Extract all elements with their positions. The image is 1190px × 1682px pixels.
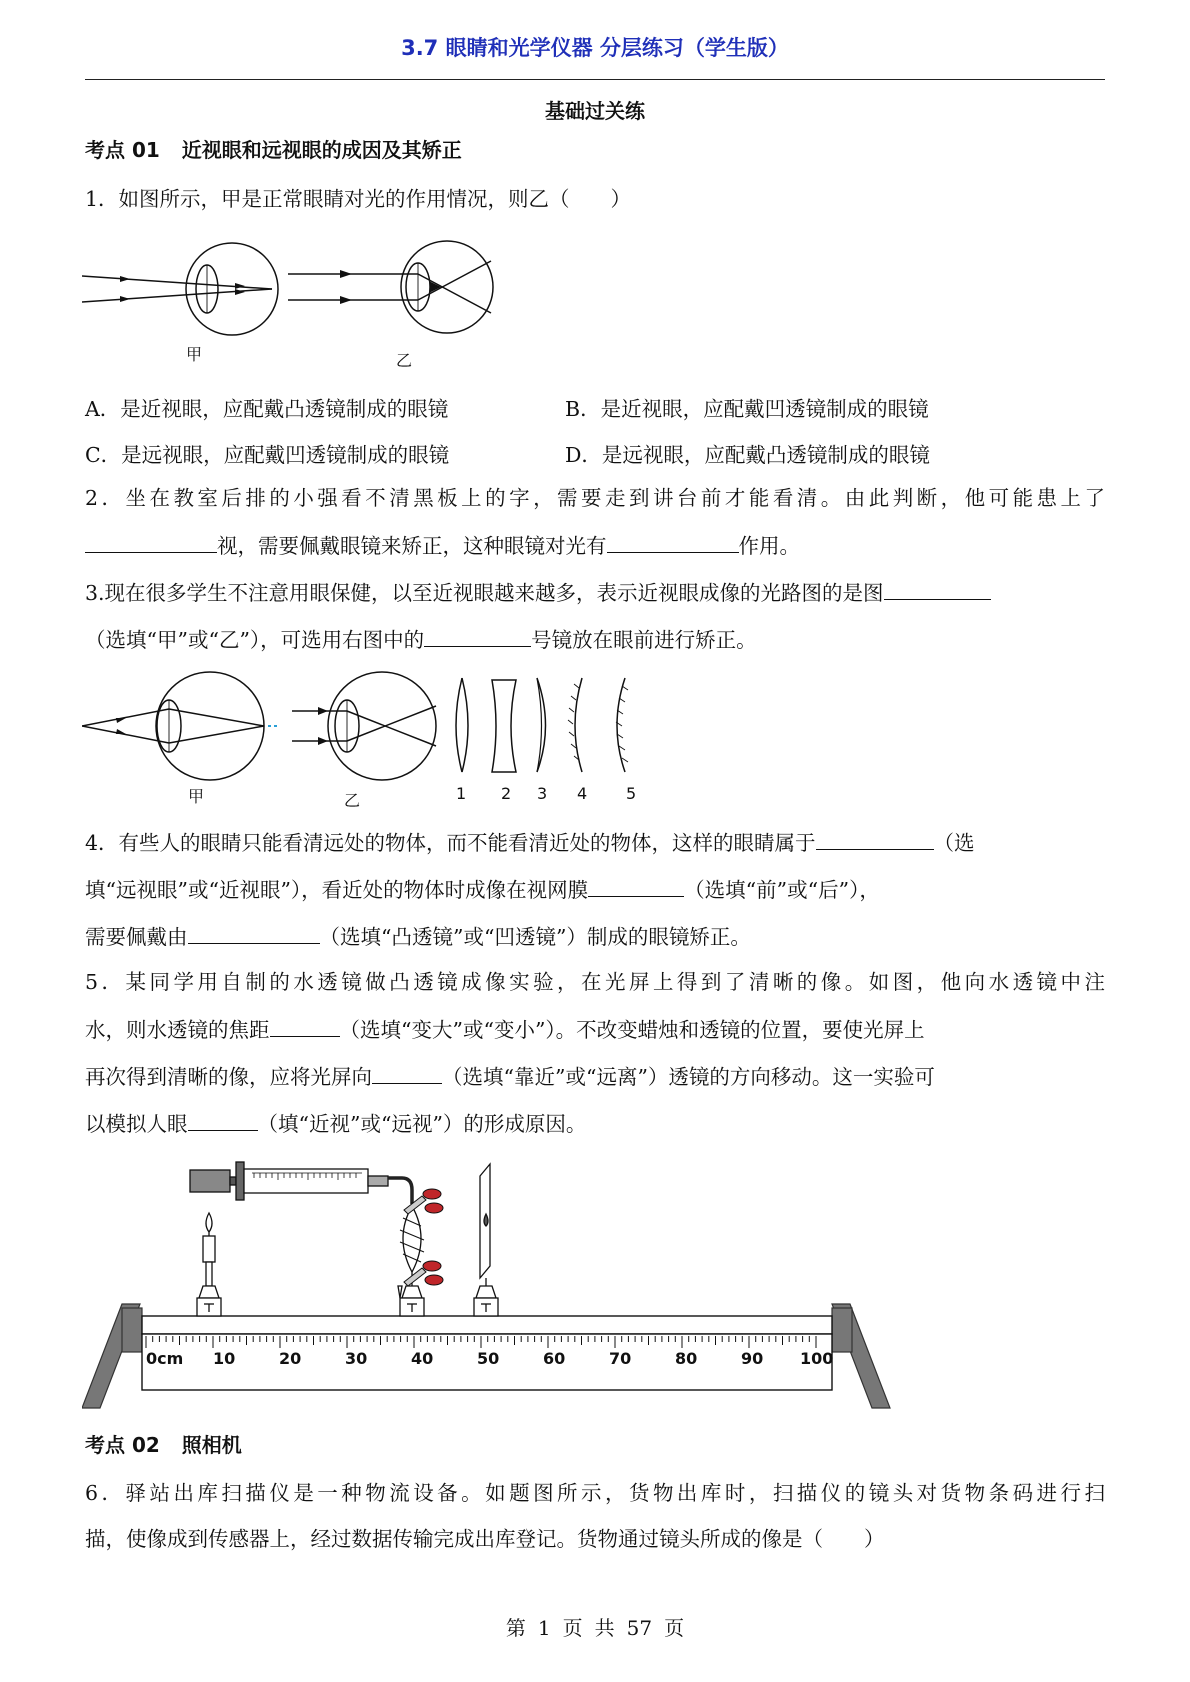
q4-text-3b: （选填“凸透镜”或“凹透镜”）制成的眼镜矫正。 xyxy=(319,925,751,949)
ruler-label-0: 0cm xyxy=(146,1349,184,1368)
kaodian-02-heading xyxy=(85,1429,242,1458)
kaodian-02-title: 照相机 xyxy=(181,1433,242,1457)
q3-line-1 xyxy=(85,577,1105,608)
lens-label-2: 2 xyxy=(501,784,512,803)
q3-label-yi: 乙 xyxy=(344,791,361,808)
q4-text-2b: （选填“前”或“后”）， xyxy=(684,878,880,902)
q1-eye-figure xyxy=(82,232,522,372)
q1-option-c: C．是远视眼，应配戴凹透镜制成的眼镜 xyxy=(85,443,450,467)
q4-blank-2[interactable] xyxy=(588,874,684,897)
ruler-label-20: 20 xyxy=(279,1349,302,1368)
q1-option-b: B．是近视眼，应配戴凹透镜制成的眼镜 xyxy=(565,397,929,421)
q4-blank-3[interactable] xyxy=(188,921,320,944)
q1-eye-yi xyxy=(288,241,493,333)
q4-text-2a: 填“远视眼”或“近视眼”），看近处的物体时成像在视网膜 xyxy=(85,878,589,902)
bench-right-end xyxy=(832,1308,852,1352)
q5-blank-3[interactable] xyxy=(188,1108,258,1131)
q5-text-2b: （选填“变大”或“变小”）。不改变蜡烛和透镜的位置，要使光屏上 xyxy=(339,1018,925,1042)
q2-line-2 xyxy=(85,530,1105,561)
ruler-label-60: 60 xyxy=(543,1349,566,1368)
footer-gong: 共 xyxy=(594,1616,615,1640)
q5-text-3a: 再次得到清晰的像，应将光屏向 xyxy=(85,1065,372,1089)
q4-text-1b: （选 xyxy=(933,831,975,855)
q2-line-1: 2．坐在教室后排的小强看不清黑板上的字，需要走到讲台前才能看清。由此判断，他可能患上了 xyxy=(85,486,1105,510)
q2-text-2a: 视，需要佩戴眼镜来矫正，这种眼镜对光有 xyxy=(217,534,607,558)
q4-line-3 xyxy=(85,921,1105,952)
footer-ye-1: 页 xyxy=(562,1616,583,1640)
kaodian-01-number: 考点 01 xyxy=(85,138,160,162)
lens-label-3: 3 xyxy=(537,784,548,803)
water-lens xyxy=(398,1202,424,1316)
q5-text-3b: （选填“靠近”或“远离”）透镜的方向移动。这一实验可 xyxy=(442,1065,935,1089)
kaodian-01-title: 近视眼和远视眼的成因及其矫正 xyxy=(181,138,462,162)
q3-line-2 xyxy=(85,624,1105,655)
q5-text-2a: 水，则水透镜的焦距 xyxy=(85,1018,270,1042)
q1-option-d: D．是远视眼，应配戴凸透镜制成的眼镜 xyxy=(565,443,930,467)
light-screen xyxy=(474,1164,498,1316)
q3-label-jia: 甲 xyxy=(188,787,205,806)
q1-eye-jia xyxy=(82,243,278,335)
footer-ye-2: 页 xyxy=(664,1616,685,1640)
ruler-label-70: 70 xyxy=(609,1349,632,1368)
q5-line-3 xyxy=(85,1061,1105,1092)
q6-line-2: 描，使像成到传感器上，经过数据传输完成出库登记。货物通过镜头所成的像是（ ） xyxy=(85,1527,885,1551)
bench-left-end xyxy=(122,1308,142,1352)
q3-blank-1[interactable] xyxy=(884,577,991,600)
q3-eye-jia xyxy=(82,672,264,780)
q1-stem: 1．如图所示，甲是正常眼睛对光的作用情况，则乙（ ） xyxy=(85,187,632,211)
q2-text-2b: 作用。 xyxy=(738,534,800,558)
ruler-label-100: 100 xyxy=(800,1349,834,1368)
ruler-label-10: 10 xyxy=(213,1349,236,1368)
ruler-label-80: 80 xyxy=(675,1349,698,1368)
bench-rail xyxy=(142,1316,832,1334)
kaodian-01-heading xyxy=(85,134,462,163)
q3-text-2a: （选填“甲”或“乙”），可选用右图中的 xyxy=(85,628,425,652)
q5-blank-1[interactable] xyxy=(270,1014,340,1037)
candle xyxy=(197,1213,221,1316)
ruler-label-30: 30 xyxy=(345,1349,368,1368)
q5-text-4b: （填“近视”或“远视”）的形成原因。 xyxy=(257,1112,587,1136)
q5-blank-2[interactable] xyxy=(372,1061,442,1084)
q4-text-1a: 4．有些人的眼睛只能看清远处的物体，而不能看清近处的物体，这样的眼睛属于 xyxy=(85,831,816,855)
q4-line-2 xyxy=(85,874,1105,905)
q5-optical-bench-figure xyxy=(82,1156,892,1416)
q2-blank-1[interactable] xyxy=(85,530,217,553)
lens-label-1: 1 xyxy=(456,784,467,803)
q1-label-yi: 乙 xyxy=(396,351,413,370)
kaodian-02-number: 考点 02 xyxy=(85,1433,160,1457)
section-title: 基础过关练 xyxy=(545,99,645,123)
ruler-label-40: 40 xyxy=(411,1349,434,1368)
ruler-label-50: 50 xyxy=(477,1349,500,1368)
ruler-label-90: 90 xyxy=(741,1349,764,1368)
q5-line-1: 5．某同学用自制的水透镜做凸透镜成像实验，在光屏上得到了清晰的像。如图，他向水透镜中注 xyxy=(85,970,1105,994)
q1-option-a: A．是近视眼，应配戴凸透镜制成的眼镜 xyxy=(85,397,449,421)
footer-total-pages: 57 xyxy=(626,1616,653,1640)
q3-blank-2[interactable] xyxy=(424,624,531,647)
page-footer xyxy=(0,1612,1190,1641)
q3-eye-yi xyxy=(292,672,436,780)
lens-label-4: 4 xyxy=(577,784,588,803)
q4-line-1 xyxy=(85,827,1105,858)
q1-label-jia: 甲 xyxy=(186,345,203,364)
lens-label-5: 5 xyxy=(626,784,637,803)
q3-text-1: 3.现在很多学生不注意用眼保健，以至近视眼越来越多，表示近视眼成像的光路图的是图 xyxy=(85,581,884,605)
q2-blank-2[interactable] xyxy=(607,530,739,553)
q3-eye-lens-figure xyxy=(82,668,662,808)
q6-line-1: 6．驿站出库扫描仪是一种物流设备。如题图所示，货物出库时，扫描仪的镜头对货物条码进行扫 xyxy=(85,1481,1105,1505)
q5-line-2 xyxy=(85,1014,1105,1045)
q5-text-4a: 以模拟人眼 xyxy=(85,1112,188,1136)
q5-line-4 xyxy=(85,1108,1105,1139)
q4-text-3a: 需要佩戴由 xyxy=(85,925,188,949)
header-divider xyxy=(85,79,1105,80)
syringe xyxy=(190,1162,412,1204)
page-header-title: 3.7 眼睛和光学仪器 分层练习（学生版） xyxy=(401,36,789,60)
q3-text-2b: 号镜放在眼前进行矫正。 xyxy=(531,628,757,652)
footer-page-number: 1 xyxy=(537,1616,551,1640)
footer-di: 第 xyxy=(505,1616,526,1640)
q4-blank-1[interactable] xyxy=(816,827,934,850)
